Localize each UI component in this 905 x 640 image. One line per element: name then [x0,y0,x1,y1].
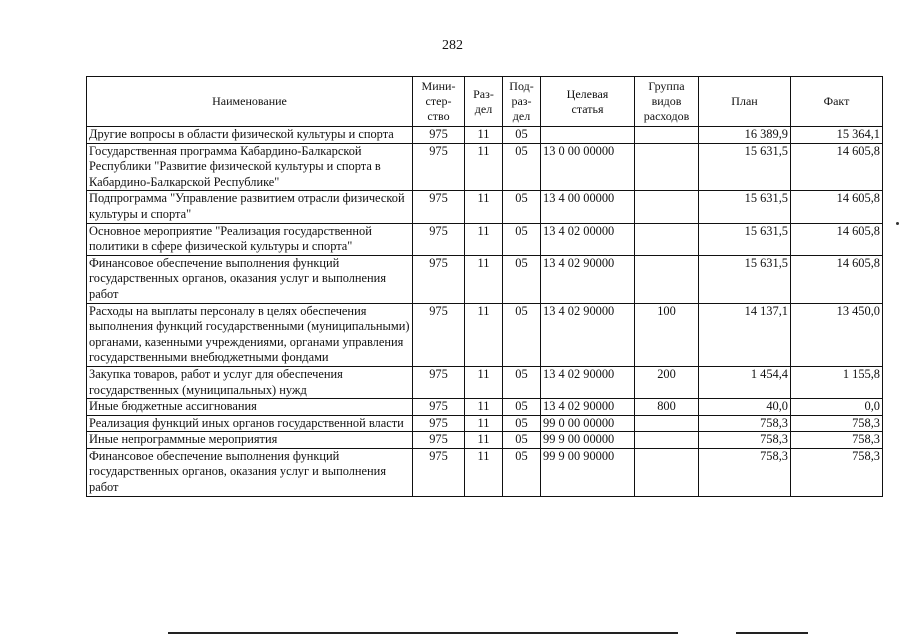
cell-ministry: 975 [413,303,465,366]
cell-subsection: 05 [503,143,541,191]
cell-section: 11 [465,399,503,416]
cell-target: 13 0 00 00000 [541,143,635,191]
cell-target: 13 4 02 00000 [541,223,635,255]
cell-fact: 758,3 [791,432,883,449]
cell-name: Закупка товаров, работ и услуг для обеспечения государственных (муниципальных) нужд [87,366,413,398]
cell-group [635,448,699,496]
cell-name: Государственная программа Кабардино-Балкарской Республики "Развитие физической культуры и спорта в Кабардино-Балкарской Республике" [87,143,413,191]
cell-ministry: 975 [413,255,465,303]
cell-subsection: 05 [503,127,541,144]
cell-subsection: 05 [503,303,541,366]
cell-plan: 40,0 [699,399,791,416]
cell-target [541,127,635,144]
header-target: Целевая статья [541,77,635,127]
cell-group [635,223,699,255]
cell-section: 11 [465,191,503,223]
table-row [87,415,883,432]
cell-name: Реализация функций иных органов государственной власти [87,415,413,432]
cell-subsection: 05 [503,366,541,398]
cell-ministry: 975 [413,432,465,449]
cell-fact: 0,0 [791,399,883,416]
table-row [87,399,883,416]
cell-fact: 15 364,1 [791,127,883,144]
footer-line-right [736,632,808,634]
header-section: Раз- дел [465,77,503,127]
cell-ministry: 975 [413,143,465,191]
cell-section: 11 [465,415,503,432]
cell-name: Финансовое обеспечение выполнения функций государственных органов, оказания услуг и выполнения работ [87,255,413,303]
page-number: 282 [442,38,463,53]
cell-name: Подпрограмма "Управление развитием отрасли физической культуры и спорта" [87,191,413,223]
cell-ministry: 975 [413,191,465,223]
cell-subsection: 05 [503,399,541,416]
cell-target: 13 4 02 90000 [541,255,635,303]
cell-ministry: 975 [413,448,465,496]
cell-fact: 758,3 [791,448,883,496]
cell-plan: 758,3 [699,448,791,496]
cell-plan: 1 454,4 [699,366,791,398]
cell-fact: 14 605,8 [791,255,883,303]
cell-group [635,255,699,303]
table-body [87,127,883,497]
cell-ministry: 975 [413,399,465,416]
cell-group [635,143,699,191]
table-row [87,191,883,223]
cell-ministry: 975 [413,127,465,144]
cell-fact: 13 450,0 [791,303,883,366]
cell-fact: 14 605,8 [791,143,883,191]
cell-group: 100 [635,303,699,366]
table-row [87,223,883,255]
cell-name: Финансовое обеспечение выполнения функций государственных органов, оказания услуг и выполнения работ [87,448,413,496]
cell-section: 11 [465,448,503,496]
table-row [87,255,883,303]
cell-ministry: 975 [413,415,465,432]
cell-target: 13 4 00 00000 [541,191,635,223]
budget-table [86,76,883,497]
cell-section: 11 [465,143,503,191]
table-row [87,448,883,496]
scan-mark [896,222,899,225]
cell-plan: 15 631,5 [699,191,791,223]
cell-plan: 15 631,5 [699,255,791,303]
cell-subsection: 05 [503,191,541,223]
footer-line [168,632,678,634]
table-header-row [87,77,883,127]
cell-subsection: 05 [503,223,541,255]
header-fact: Факт [791,77,883,127]
header-ministry: Мини- стер- ство [413,77,465,127]
table-row [87,366,883,398]
table-row [87,303,883,366]
cell-name: Иные непрограммные мероприятия [87,432,413,449]
cell-group: 200 [635,366,699,398]
cell-name: Другие вопросы в области физической культуры и спорта [87,127,413,144]
cell-group [635,191,699,223]
cell-fact: 14 605,8 [791,223,883,255]
cell-target: 13 4 02 90000 [541,303,635,366]
header-name: Наименование [87,77,413,127]
cell-ministry: 975 [413,366,465,398]
cell-target: 99 9 00 00000 [541,432,635,449]
cell-subsection: 05 [503,432,541,449]
cell-subsection: 05 [503,448,541,496]
cell-group [635,432,699,449]
cell-plan: 15 631,5 [699,223,791,255]
cell-subsection: 05 [503,255,541,303]
header-subsection: Под- раз- дел [503,77,541,127]
cell-name: Основное мероприятие "Реализация государственной политики в сфере физической культуры и спорта" [87,223,413,255]
cell-plan: 16 389,9 [699,127,791,144]
cell-group: 800 [635,399,699,416]
cell-section: 11 [465,366,503,398]
cell-target: 99 9 00 90000 [541,448,635,496]
cell-group [635,127,699,144]
cell-fact: 758,3 [791,415,883,432]
cell-group [635,415,699,432]
cell-target: 99 0 00 00000 [541,415,635,432]
cell-section: 11 [465,303,503,366]
cell-plan: 15 631,5 [699,143,791,191]
cell-section: 11 [465,432,503,449]
cell-plan: 758,3 [699,415,791,432]
cell-section: 11 [465,223,503,255]
header-plan: План [699,77,791,127]
cell-section: 11 [465,255,503,303]
cell-name: Расходы на выплаты персоналу в целях обеспечения выполнения функций государственными (муниципальными) органами, казенными учреждениями, органами управления государственными внебюджетными фондами [87,303,413,366]
table-row [87,143,883,191]
cell-fact: 1 155,8 [791,366,883,398]
cell-target: 13 4 02 90000 [541,399,635,416]
cell-section: 11 [465,127,503,144]
cell-name: Иные бюджетные ассигнования [87,399,413,416]
cell-plan: 758,3 [699,432,791,449]
cell-ministry: 975 [413,223,465,255]
cell-target: 13 4 02 90000 [541,366,635,398]
table-row [87,127,883,144]
cell-subsection: 05 [503,415,541,432]
header-group: Группа видов расходов [635,77,699,127]
table-row [87,432,883,449]
cell-fact: 14 605,8 [791,191,883,223]
cell-plan: 14 137,1 [699,303,791,366]
